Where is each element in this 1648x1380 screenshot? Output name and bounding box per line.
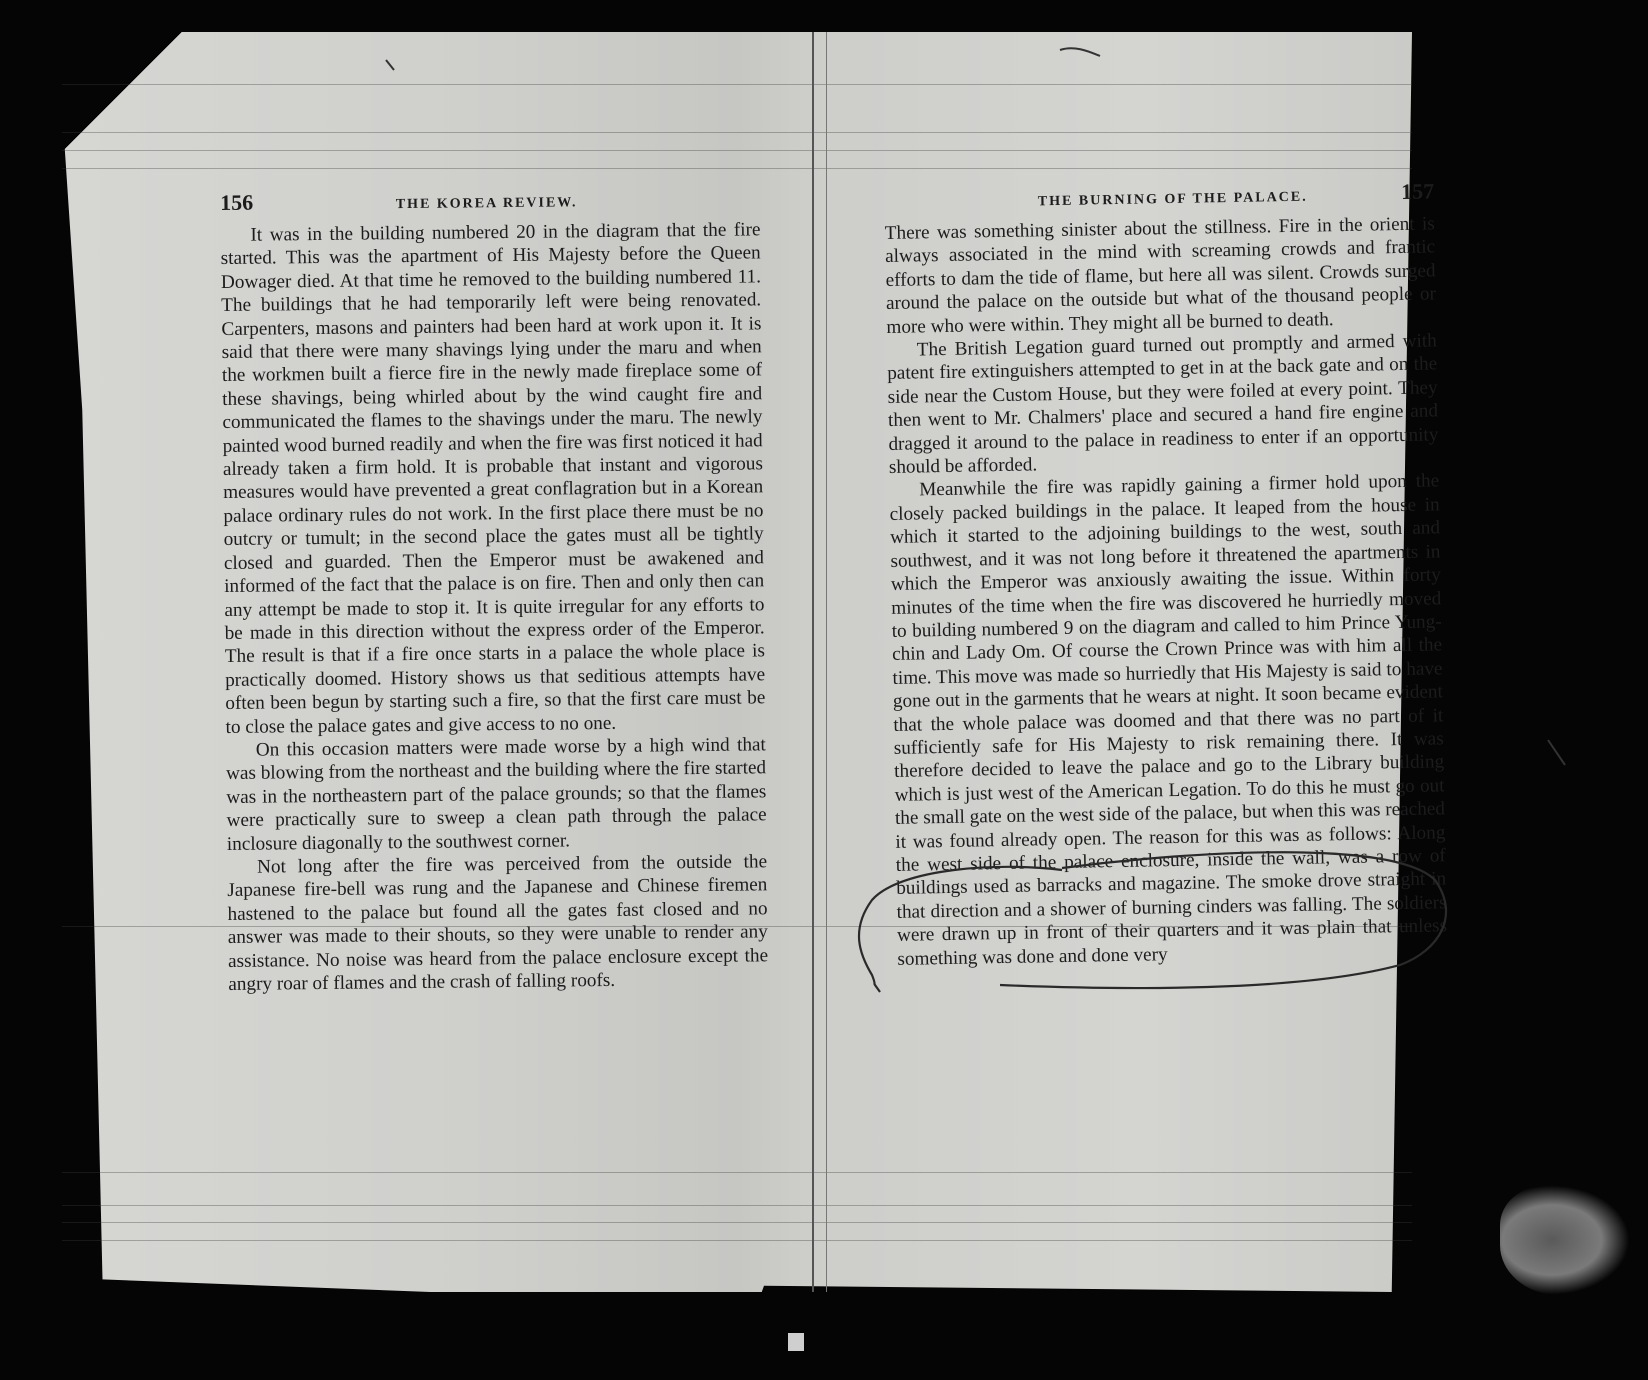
paragraph: It was in the building numbered 20 in the diagram that the fire started. This was the apartment of His Majesty before the Queen Dowager died. At that time he removed to the building numbered 11. The buildings that he had temporarily left were being renovated. Carpenters, masons and painters had been hard at work upon it. It is said that there were many shavings lying under the maru and when the workmen built a fierce fire in the newly made fireplace some of these shavings, being whirled about by the wind caught fire and communicated the flames to the shavings under the maru. The newly painted wood burned readily and when the fire was first noticed it had already taken a firm hold. It is probable that instant and vigorous measures would have prevented a great conflagration but in a Korean palace ordinary rules do not work. In the first place there must be no outcry or tumult; in the second place the gates must all be tightly closed and guarded. Then the Emperor must be awakened and informed of the fact that the palace is on fire. Then and only then can any attempt be made to stop it. It is quite irregular for any efforts to be made in this direction without the express order of the Emperor. The result is that if a fire once starts in a palace the whole place is practically doomed. History shows us that seditious attempts have often been begun by starting such a fire, so that the first care must be to close the palace gates and give access to no one. [220,219,766,738]
paragraph: Meanwhile the fire was rapidly gaining a firmer hold upon the closely packed buildings in the palace. It leaped from the house in which it started to the adjoining buildings to the west, south and southwest, and it was not long before it threatened the apartments in which the Emperor was anxiously awaiting the issue. Within forty minutes of the time when the fire was discovered he hurriedly moved to building numbered 9 on the diagram and called to him Prince Yung-chin and Lady Om. Of course the Crown Prince was with him all the time. This move was made so hurriedly that His Majesty is said to have gone out in the garments that he wears at night. It soon became evident that the whole palace was doomed and that there was no part of it sufficiently safe for His Majesty to risk remaining there. It was therefore decided to leave the palace and go to the Library building which is just west of the American Legation. To do this he must go out the small gate on the west side of the palace, but when this was reached it was found already open. The reason for this was as follows: Along the west side of the palace enclosure, inside the wall, was a row of buildings used as barracks and magazine. The smoke drove straight in that direction and a shower of burning cinders was falling. The soldiers were drawn up in front of their quarters and it was plain that unless something was done and done very [889,470,1448,970]
circle-annotation [859,867,1062,992]
pen-mark [1060,48,1100,56]
running-head: THE BURNING OF THE PALACE. [1037,189,1308,210]
page-number: 156 [220,189,254,215]
pen-mark [386,60,394,70]
paragraph: Not long after the fire was perceived from the outside the Japanese fire-bell was rung and the Japanese and Chinese firemen hastened to the palace but found all the gates fast closed and no answer was made to their shouts, so they were unable to render any assistance. No noise was heard from the palace enclosure except the angry roar of flames and the crash of falling roofs. [227,851,769,995]
pen-mark [1548,740,1565,765]
circle-annotation [1000,852,1446,988]
running-head: THE KOREA REVIEW. [395,195,578,213]
page-number: 157 [1400,178,1435,204]
paragraph: The British Legation guard turned out promptly and armed with patent fire extinguishers attempted to get in at the back gate and on the side near the Custom House, but they were foiled at every point. They then went to Mr. Chalmers' place and secured a hand fire engine and dragged it around to the palace in readiness to enter if an opportunity should be afforded. [887,330,1439,479]
paragraph: There was something sinister about the stillness. Fire in the orient is always associated in the mind with screaming crowds and frantic efforts to dam the tide of flame, but here all was silent. Crowds surged around the palace on the outside but what of the thousand people or more who were within. They might all be burned to death. [884,213,1437,338]
paragraph: On this occasion matters were made worse by a high wind that was blowing from the northeast and the building where the fire started was in the northeastern part of the palace grounds; so that the flames were practically sure to sweep a clean path through the palace inclosure diagonally to the southwest corner. [226,734,767,855]
